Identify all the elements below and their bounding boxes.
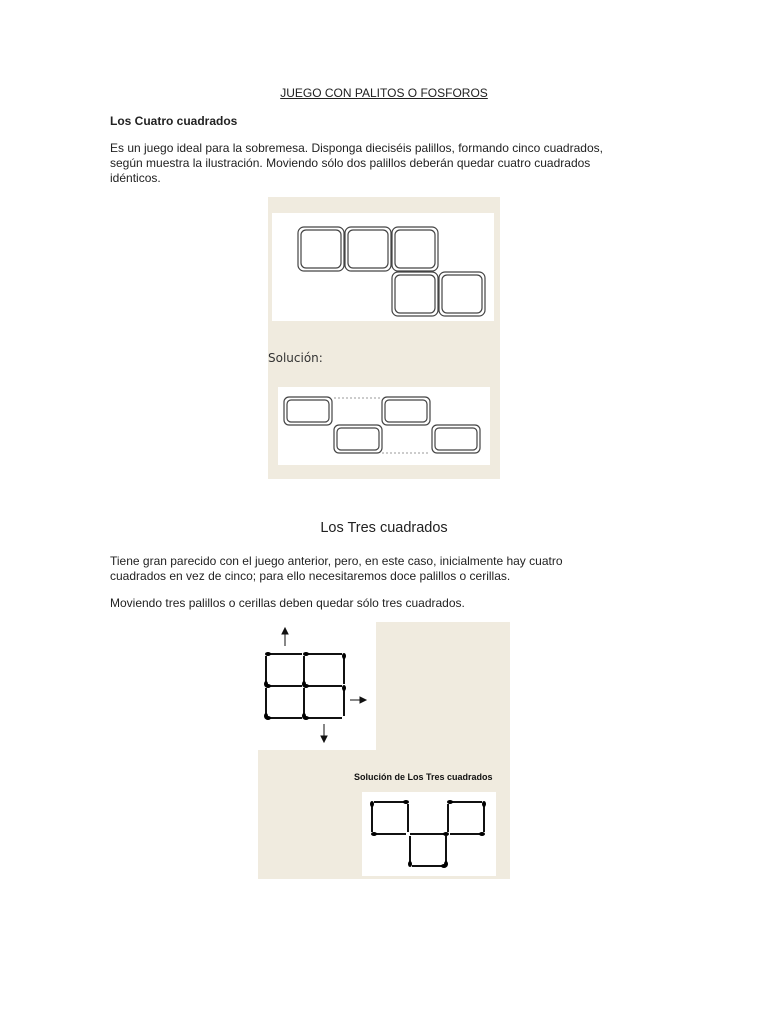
- section2-paragraph-2: Moviendo tres palillos o cerillas deben quedar sólo tres cuadrados.: [110, 596, 465, 610]
- figure-caption-solucion-tres: Solución de Los Tres cuadrados: [354, 772, 493, 782]
- para-line: según muestra la ilustración. Moviendo sólo dos palillos deberán quedar cuatro cuadrados: [110, 156, 591, 170]
- section-heading-tres-cuadrados: Los Tres cuadrados: [320, 520, 448, 536]
- puzzle-image: [272, 213, 494, 321]
- solution-image: [278, 387, 490, 465]
- puzzle-image: [258, 622, 376, 750]
- five-squares-drawing: [272, 213, 494, 321]
- three-squares-solution-drawing: [362, 792, 496, 876]
- section2-paragraph: [110, 554, 670, 584]
- solution-image: [362, 792, 496, 876]
- figure-tres-cuadrados: [258, 622, 510, 879]
- para-line: Es un juego ideal para la sobremesa. Disponga dieciséis palillos, formando cinco cuadrados,: [110, 141, 603, 155]
- para-line: idénticos.: [110, 171, 161, 185]
- document-title: JUEGO CON PALITOS O FOSFOROS: [280, 86, 488, 100]
- para-line: cuadrados en vez de cinco; para ello necesitaremos doce palillos o cerillas.: [110, 569, 511, 583]
- section-heading-cuatro-cuadrados: Los Cuatro cuadrados: [110, 114, 238, 128]
- four-squares-drawing: [258, 622, 376, 750]
- section1-paragraph: [110, 141, 670, 186]
- figure-caption-solucion: Solución:: [268, 351, 323, 365]
- figure-cuatro-cuadrados: [268, 197, 500, 479]
- para-line: Tiene gran parecido con el juego anterior, pero, en este caso, inicialmente hay cuatro: [110, 554, 563, 568]
- four-squares-solution-drawing: [278, 387, 490, 465]
